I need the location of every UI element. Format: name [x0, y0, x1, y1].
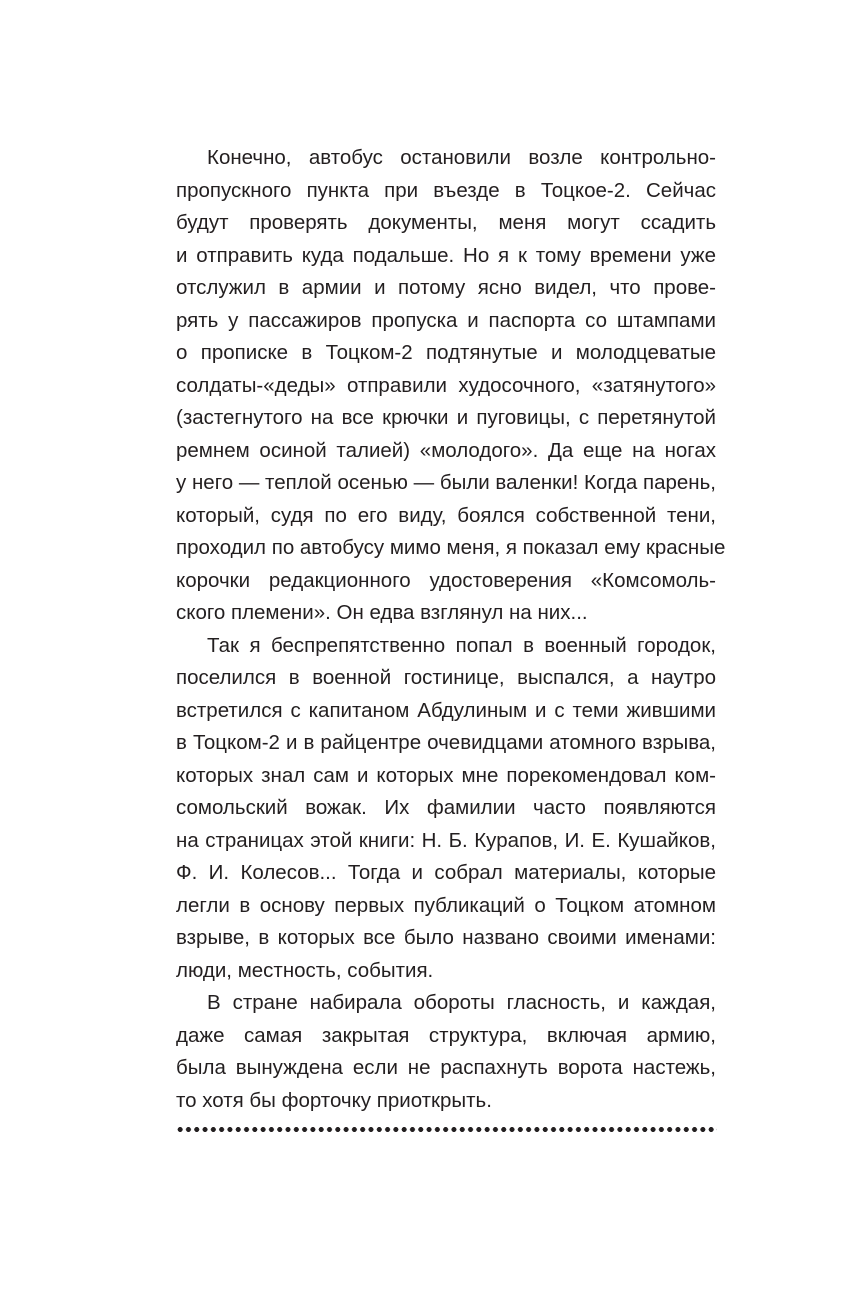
text-line: Конечно, автобус остановили возле контрольно-: [207, 146, 716, 169]
text-line: сомольский вожак. Их фамилии часто появляются: [176, 796, 716, 819]
text-line: взрыве, в которых все было названо своими именами:: [176, 926, 716, 949]
text-line: Так я беспрепятственно попал в военный городок,: [207, 633, 716, 657]
paragraph-1: [176, 142, 726, 630]
text-line: будут проверять документы, меня могут ссадить: [176, 211, 716, 234]
text-line: ремнем осиной талией) «молодого». Да еще на ногах: [176, 438, 716, 462]
text-line: поселился в военной гостинице, выспался, а наутро: [176, 666, 716, 689]
text-line: и отправить куда подальше. Но я к тому времени уже: [176, 243, 716, 267]
body-text: [176, 142, 726, 1117]
text-line: у него — теплой осенью — были валенки! Когда парень,: [176, 471, 716, 494]
text-line: корочки редакционного удостоверения «Комсомоль-: [176, 568, 716, 592]
text-line: ского племени». Он едва взглянул на них...: [176, 601, 588, 624]
text-line: на страницах этой книги: Н. Б. Курапов, И. Е. Кушайков,: [176, 828, 716, 852]
text-line: была вынуждена если не распахнуть ворота настежь,: [176, 1056, 716, 1079]
paragraph-2: [176, 630, 716, 988]
dotted-divider: [176, 1126, 717, 1133]
text-line: отслужил в армии и потому ясно видел, что прове-: [176, 276, 716, 299]
text-line: люди, местность, события.: [176, 958, 434, 982]
text-line: которых знал сам и которых мне порекомендовал ком-: [176, 763, 716, 787]
text-line: который, судя по его виду, боялся собственной тени,: [176, 503, 716, 527]
text-line: В стране набирала обороты гласность, и каждая,: [207, 991, 716, 1014]
text-line: проходил по автобусу мимо меня, я показал ему красные: [176, 536, 726, 559]
text-line: в Тоцком-2 и в райцентре очевидцами атомного взрыва,: [176, 731, 716, 754]
text-line: о прописке в Тоцком-2 подтянутые и молодцеватые: [176, 341, 716, 364]
text-line: солдаты-«деды» отправили худосочного, «затянутого»: [176, 373, 716, 397]
text-line: даже самая закрытая структура, включая армию,: [176, 1023, 716, 1047]
text-line: встретился с капитаном Абдулиным и с теми жившими: [176, 698, 716, 722]
text-line: легли в основу первых публикаций о Тоцком атомном: [176, 893, 716, 917]
paragraph-3: [176, 987, 716, 1117]
text-line: Ф. И. Колесов... Тогда и собрал материалы, которые: [176, 861, 716, 884]
text-line: (застегнутого на все крючки и пуговицы, с перетянутой: [176, 406, 716, 429]
text-line: то хотя бы форточку приоткрыть.: [176, 1088, 492, 1112]
text-line: пропускного пункта при въезде в Тоцкое-2. Сейчас: [176, 178, 716, 202]
text-line: рять у пассажиров пропуска и паспорта со штампами: [176, 308, 716, 332]
